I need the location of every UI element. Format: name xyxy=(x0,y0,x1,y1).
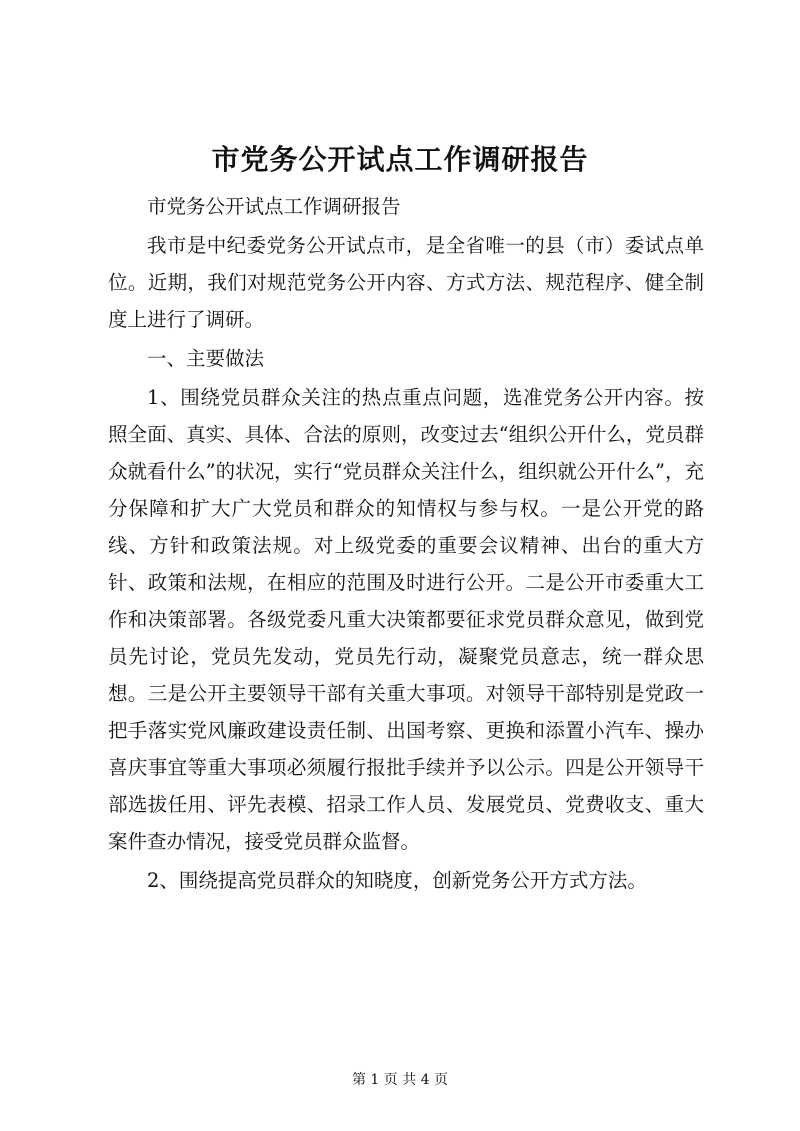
document-title: 市党务公开试点工作调研报告 xyxy=(211,143,589,176)
paragraph-item-2: 2、围绕提高党员群众的知晓度，创新党务公开方式方法。 xyxy=(147,869,647,892)
paragraph-subtitle: 市党务公开试点工作调研报告 xyxy=(147,195,401,218)
section-heading: 一、主要做法 xyxy=(147,347,265,370)
document-body xyxy=(108,188,704,901)
paragraph-intro: 我市是中纪委党务公开试点市，是全省唯一的县（市）委试点单位。近期，我们对规范党务公开内容、方式方法、规范程序、健全制度上进行了调研。 xyxy=(108,234,704,331)
paragraph-item-1: 1、围绕党员群众关注的热点重点问题，选准党务公开内容。按照全面、真实、具体、合法的原则，改变过去“组织公开什么，党员群众就看什么”的状况，实行“党员群众关注什么，组织就公开什么”，充分保障和扩大广大党员和群众的知情权与参与权。一是公开党的路线、方针和政策法规。对上级党委的重要会议精神、出台的重大方针、政策和法规，在相应的范围及时进行公开。二是公开市委重大工作和决策部署。各级党委凡重大决策都要征求党员群众意见，做到党员先讨论，党员先发动，党员先行动，凝聚党员意志，统一群众思想。三是公开主要领导干部有关重大事项。对领导干部特别是党政一把手落实党风廉政建设责任制、出国考察、更换和添置小汽车、操办喜庆事宜等重大事项必须履行报批手续并予以公示。四是公开领导干部选拔任用、评先表模、招录工作人员、发展党员、党费收支、重大案件查办情况，接受党员群众监督。 xyxy=(108,386,704,853)
page-footer: 第 1 页 共 4 页 xyxy=(351,1072,449,1088)
